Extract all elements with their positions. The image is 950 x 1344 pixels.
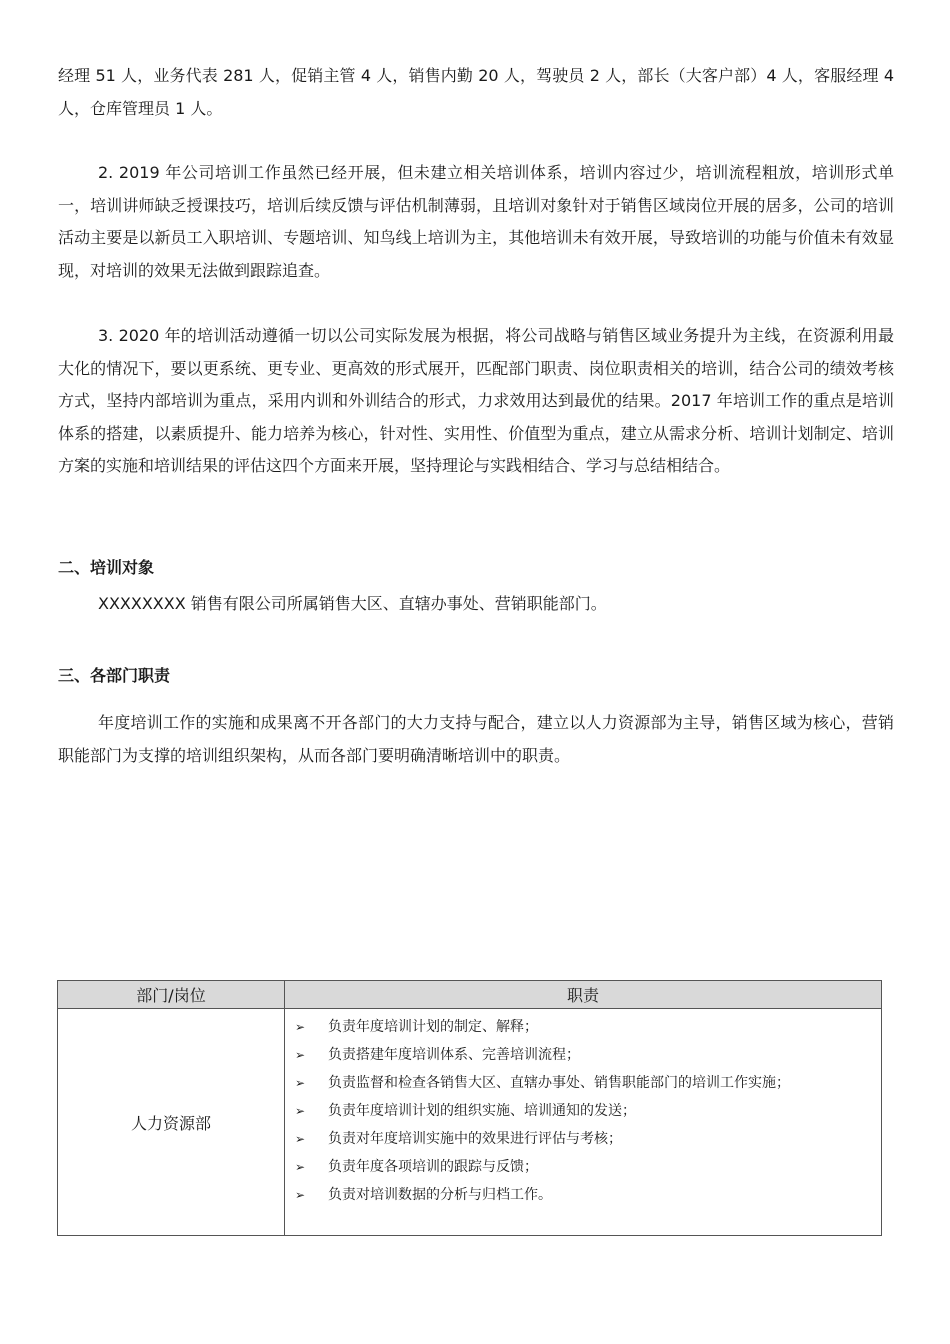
duty-text: 负责年度培训计划的组织实施、培训通知的发送； xyxy=(328,1103,636,1119)
duty-text: 负责对培训数据的分析与归档工作。 xyxy=(328,1187,552,1203)
duty-text: 负责对年度培训实施中的效果进行评估与考核； xyxy=(328,1131,622,1147)
paragraph-staff-count: 经理 51 人，业务代表 281 人，促销主管 4 人，销售内勤 20 人，驾驶员 2 人，部长（大客户部）4 人，客服经理 4 人，仓库管理员 1 人。 xyxy=(58,66,894,118)
arrow-bullet-icon: ➢ xyxy=(295,1076,306,1090)
section-heading-training-targets: 二、培训对象 xyxy=(58,558,155,577)
section-heading-department-duties: 三、各部门职责 xyxy=(58,666,171,685)
list-item xyxy=(293,1013,861,1041)
arrow-bullet-icon: ➢ xyxy=(295,1188,306,1202)
paragraph-department-duties: 年度培训工作的实施和成果离不开各部门的大力支持与配合，建立以人力资源部为主导，销售区域为核心，营销职能部门为支撑的培训组织架构，从而各部门要明确清晰培训中的职责。 xyxy=(58,713,894,765)
paragraph-training-targets: XXXXXXXX 销售有限公司所属销售大区、直辖办事处、营销职能部门。 xyxy=(98,594,607,613)
duty-list xyxy=(293,1013,861,1209)
arrow-bullet-icon: ➢ xyxy=(295,1104,306,1118)
list-item xyxy=(293,1153,861,1181)
duty-text: 负责年度各项培训的跟踪与反馈； xyxy=(328,1159,538,1175)
list-item xyxy=(293,1125,861,1153)
arrow-bullet-icon: ➢ xyxy=(295,1020,306,1034)
list-item xyxy=(293,1041,861,1069)
header-duty: 职责 xyxy=(285,981,882,1009)
arrow-bullet-icon: ➢ xyxy=(295,1132,306,1146)
list-item xyxy=(293,1097,861,1125)
arrow-bullet-icon: ➢ xyxy=(295,1048,306,1062)
duty-table xyxy=(57,980,882,1236)
duty-text: 负责监督和检查各销售大区、直辖办事处、销售职能部门的培训工作实施； xyxy=(328,1075,790,1091)
duty-cell xyxy=(285,1009,882,1236)
duty-text: 负责搭建年度培训体系、完善培训流程； xyxy=(328,1047,580,1063)
paragraph-2019-review: 2. 2019 年公司培训工作虽然已经开展，但未建立相关培训体系，培训内容过少，培训流程粗放，培训形式单一，培训讲师缺乏授课技巧，培训后续反馈与评估机制薄弱，且培训对象针对于销售区域岗位开展的居多，公司的培训活动主要是以新员工入职培训、专题培训、知鸟线上培训为主，其他培训未有效开展，导致培训的功能与价值未有效显现，对培训的效果无法做到跟踪追查。 xyxy=(58,163,894,280)
list-item xyxy=(293,1181,861,1209)
paragraph-2020-plan: 3. 2020 年的培训活动遵循一切以公司实际发展为根据，将公司战略与销售区域业务提升为主线，在资源利用最大化的情况下，要以更系统、更专业、更高效的形式展开，匹配部门职责、岗位职责相关的培训，结合公司的绩效考核方式，坚持内部培训为重点，采用内训和外训结合的形式，力求效用达到最优的结果。2017 年培训工作的重点是培训体系的搭建，以素质提升、能力培养为核心，针对性、实用性、价值型为重点，建立从需求分析、培训计划制定、培训方案的实施和培训结果的评估这四个方面来开展，坚持理论与实践相结合、学习与总结相结合。 xyxy=(58,326,894,475)
header-dept: 部门/岗位 xyxy=(58,981,285,1009)
list-item xyxy=(293,1069,861,1097)
arrow-bullet-icon: ➢ xyxy=(295,1160,306,1174)
table-row xyxy=(58,1009,882,1236)
duty-text: 负责年度培训计划的制定、解释； xyxy=(328,1019,538,1035)
table-header-row xyxy=(58,981,882,1009)
dept-cell: 人力资源部 xyxy=(58,1009,285,1236)
